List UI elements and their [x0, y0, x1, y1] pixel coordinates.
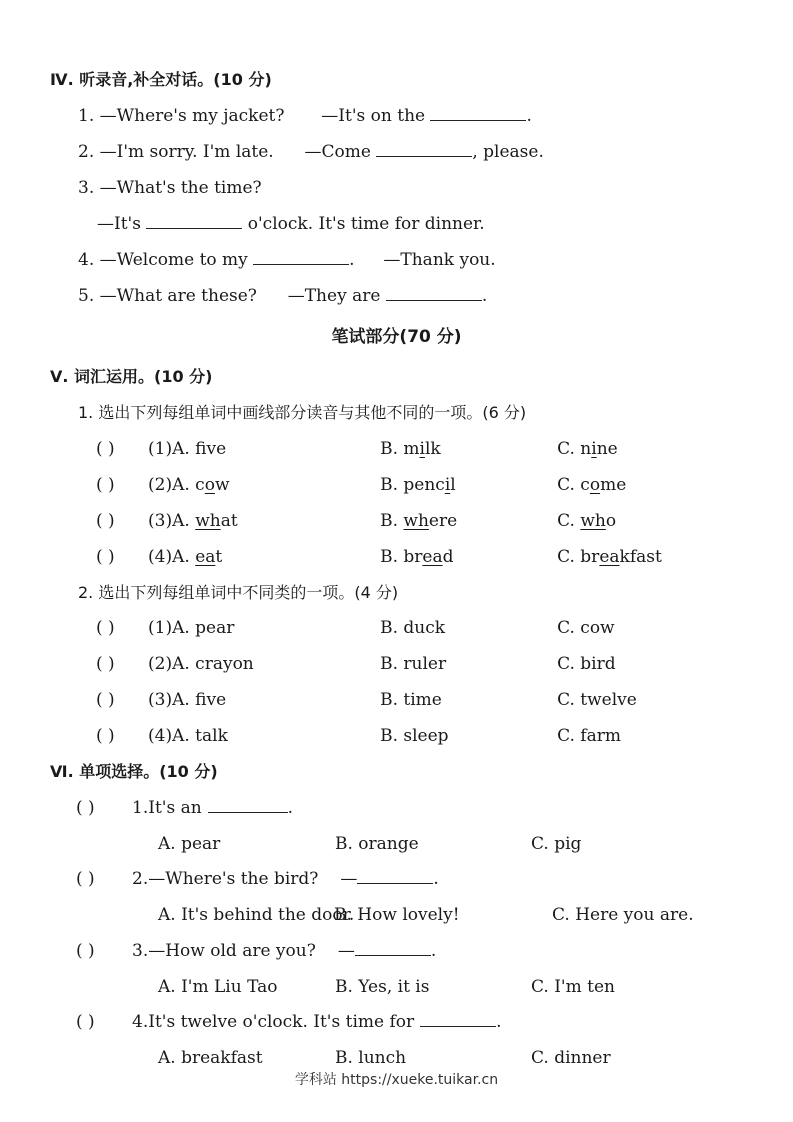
answer-parentheses[interactable]: ( ): [96, 439, 115, 459]
answer-parentheses[interactable]: ( ): [96, 726, 115, 746]
option-c: C. bird: [557, 654, 616, 674]
question-number: 1.: [132, 798, 149, 818]
choice-question: ( ) 3.—How old are you? — .: [76, 941, 437, 961]
item-number: (4): [148, 547, 173, 567]
question-number: 3.: [78, 178, 95, 198]
option-c: C. come: [557, 475, 627, 495]
choice-options: [158, 834, 581, 854]
pronunciation-item: [96, 475, 716, 495]
option-a: A. talk: [172, 726, 228, 746]
listening-question-3-answer: [97, 214, 485, 234]
written-part-title: 笔试部分(70 分): [331, 327, 462, 347]
question-text: —Welcome to my: [99, 250, 248, 270]
question-text: —What's the time?: [99, 178, 262, 198]
option-b: B. pencil: [380, 475, 456, 495]
answer-parentheses[interactable]: ( ): [96, 654, 115, 674]
choice-options: [158, 1048, 611, 1068]
option-a: A. It's behind the door.: [158, 905, 355, 925]
listening-question-3: [78, 178, 262, 198]
question-text: —They are: [287, 286, 381, 306]
section-4-heading: Ⅳ. 听录音,补全对话。(10 分): [50, 70, 272, 89]
question-stem: It's twelve o'clock. It's time for: [148, 1012, 415, 1032]
option-a: A. I'm Liu Tao: [158, 977, 278, 997]
underlined-letters: wh: [580, 511, 606, 531]
underlined-letters: o: [589, 475, 601, 495]
classification-item: [96, 690, 716, 710]
question-number: 3.: [132, 941, 149, 961]
option-a: A. breakfast: [158, 1048, 263, 1068]
choice-question: ( ) 2.—Where's the bird? — .: [76, 869, 439, 889]
answer-parentheses[interactable]: ( ): [76, 869, 95, 889]
option-c: C. nine: [557, 439, 618, 459]
question-number: 2.: [78, 142, 95, 162]
option-a: A. eat: [172, 547, 223, 567]
question-text: o'clock. It's time for dinner.: [247, 214, 485, 234]
option-c: C. I'm ten: [531, 977, 615, 997]
option-b: B. How lovely!: [334, 905, 460, 925]
answer-blank[interactable]: [146, 214, 242, 229]
option-a: A. crayon: [172, 654, 254, 674]
section-6-heading: Ⅵ. 单项选择。(10 分): [50, 762, 218, 781]
item-number: (3): [148, 690, 173, 710]
option-b: B. where: [380, 511, 458, 531]
answer-parentheses[interactable]: ( ): [76, 941, 95, 961]
question-text: —I'm sorry. I'm late.: [99, 142, 274, 162]
classification-item: [96, 654, 716, 674]
underlined-letters: i: [444, 475, 451, 495]
question-number: 5.: [78, 286, 95, 306]
question-text: —It's on the: [321, 106, 426, 126]
choice-question: ( ) 4.It's twelve o'clock. It's time for .: [76, 1012, 502, 1032]
option-b: B. duck: [380, 618, 446, 638]
answer-blank[interactable]: [253, 250, 349, 265]
question-number: 2.: [132, 869, 149, 889]
option-c: C. cow: [557, 618, 615, 638]
option-a: A. fve: [172, 439, 227, 459]
option-a: A. what: [172, 511, 238, 531]
answer-blank[interactable]: [376, 142, 472, 157]
answer-parentheses[interactable]: ( ): [76, 798, 95, 818]
option-c: C. pig: [531, 834, 582, 854]
underlined-letters: wh: [195, 511, 221, 531]
underlined-letters: ea: [422, 547, 443, 567]
question-number: 1.: [78, 106, 95, 126]
footer-watermark: 学科站 https://xueke.tuikar.cn: [294, 1072, 499, 1088]
answer-parentheses[interactable]: ( ): [96, 690, 115, 710]
answer-blank[interactable]: [355, 941, 431, 956]
item-number: (4): [148, 726, 173, 746]
listening-question-4: 4. —Welcome to my . —Thank you.: [78, 250, 496, 270]
answer-blank[interactable]: [357, 869, 433, 884]
question-text: —Come: [304, 142, 371, 162]
classification-item: [96, 618, 716, 638]
item-number: (2): [148, 475, 173, 495]
pronunciation-item: [96, 439, 716, 459]
answer-blank[interactable]: [420, 1012, 496, 1027]
option-c: C. dinner: [531, 1048, 611, 1068]
question-number: 4.: [78, 250, 95, 270]
option-b: B. lunch: [335, 1048, 407, 1068]
option-c: C. farm: [557, 726, 621, 746]
question-text: —Where's my jacket?: [99, 106, 285, 126]
answer-parentheses[interactable]: ( ): [76, 1012, 95, 1032]
listening-question-1: 1. —Where's my jacket? —It's on the .: [78, 106, 532, 126]
underlined-letters: ea: [195, 547, 216, 567]
option-c: C. twelve: [557, 690, 637, 710]
underlined-letters: o: [204, 475, 215, 495]
answer-blank[interactable]: [430, 106, 526, 121]
option-b: B. time: [380, 690, 442, 710]
item-number: (3): [148, 511, 173, 531]
option-b: B. ruler: [380, 654, 447, 674]
classification-item: [96, 726, 716, 746]
question-stem: It's an: [148, 798, 202, 818]
answer-blank[interactable]: [386, 286, 482, 301]
item-number: (1): [148, 618, 173, 638]
underlined-letters: wh: [403, 511, 429, 531]
option-b: B. Yes, it is: [335, 977, 430, 997]
answer-parentheses[interactable]: ( ): [96, 547, 115, 567]
question-text: —It's: [97, 214, 141, 234]
listening-question-2: 2. —I'm sorry. I'm late. —Come , please.: [78, 142, 544, 162]
option-b: B. sleep: [380, 726, 449, 746]
choice-options: [158, 905, 694, 925]
option-c: C. who: [557, 511, 617, 531]
item-number: (1): [148, 439, 173, 459]
part-2-instruction: 2. 选出下列每组单词中不同类的一项。(4 分): [78, 583, 399, 602]
question-text: —What are these?: [99, 286, 257, 306]
choice-question: ( ) 1.It's an .: [76, 798, 294, 818]
question-text: —Thank you.: [383, 250, 496, 270]
option-a: A. pear: [158, 834, 221, 854]
choice-options: [158, 977, 615, 997]
underlined-letters: i: [419, 439, 425, 459]
section-5-heading: Ⅴ. 词汇运用。(10 分): [50, 367, 213, 386]
underlined-letters: i: [591, 439, 597, 459]
question-stem: —How old are you?: [148, 941, 316, 961]
listening-question-5: 5. —What are these? —They are .: [78, 286, 488, 306]
pronunciation-item: [96, 511, 716, 531]
option-b: B. bread: [380, 547, 454, 567]
option-c: C. Here you are.: [552, 905, 694, 925]
answer-parentheses[interactable]: ( ): [96, 618, 115, 638]
option-b: B. milk: [380, 439, 441, 459]
answer-parentheses[interactable]: ( ): [96, 475, 115, 495]
part-1-instruction: 1. 选出下列每组单词中画线部分读音与其他不同的一项。(6 分): [78, 403, 527, 422]
answer-blank[interactable]: [208, 798, 288, 813]
item-number: (2): [148, 654, 173, 674]
option-c: C. breakfast: [557, 547, 662, 567]
pronunciation-item: [96, 547, 716, 567]
option-a: A. pear: [172, 618, 235, 638]
option-b: B. orange: [335, 834, 419, 854]
option-a: A. cow: [172, 475, 230, 495]
question-stem: —Where's the bird?: [148, 869, 319, 889]
answer-parentheses[interactable]: ( ): [96, 511, 115, 531]
underlined-letters: ea: [599, 547, 620, 567]
question-number: 4.: [132, 1012, 149, 1032]
option-a: A. five: [172, 690, 227, 710]
